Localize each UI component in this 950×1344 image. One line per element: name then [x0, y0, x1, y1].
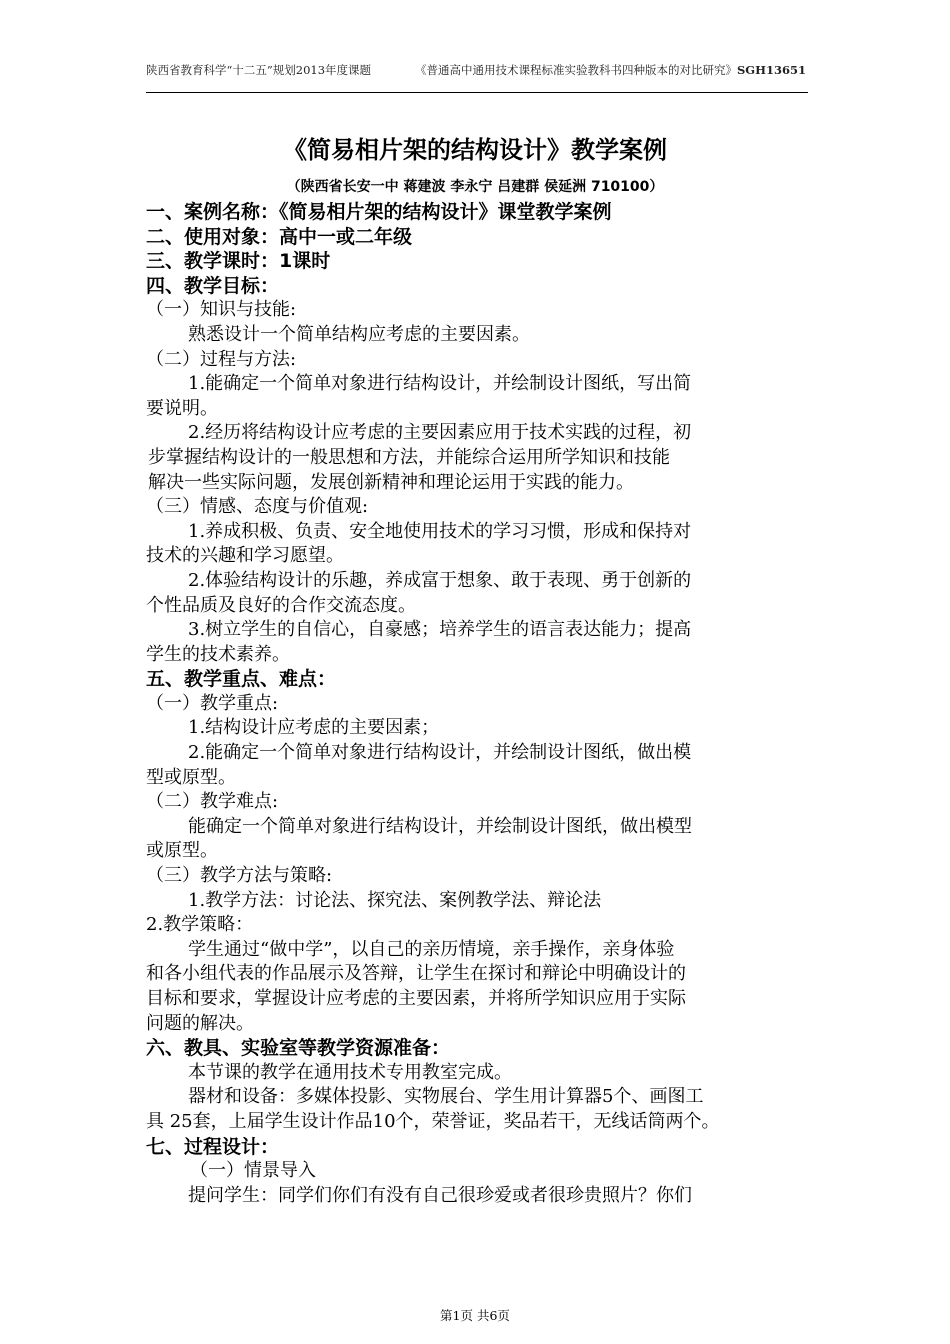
- document-body: [146, 200, 808, 1208]
- paragraph-line: 型或原型。: [146, 766, 236, 788]
- paragraph-line: 器材和设备：多媒体投影、实物展台、学生用计算器5个、画图工: [188, 1086, 704, 1108]
- paragraph-line: 1.结构设计应考虑的主要因素；: [188, 717, 440, 739]
- paragraph-line: 学生的技术素养。: [146, 643, 290, 665]
- paragraph-line: 1.教学方法：讨论法、探究法、案例教学法、辩论法: [188, 889, 602, 911]
- paragraph-line: 问题的解决。: [146, 1012, 254, 1034]
- section-heading-4: 四、教学目标：: [146, 274, 280, 297]
- header-rule: [146, 92, 808, 93]
- header-study-title: 《普通高中通用技术课程标准实验教科书四种版本的对比研究》: [415, 63, 737, 77]
- paragraph-line: 3.树立学生的自信心，自豪感；培养学生的语言表达能力；提高: [188, 619, 692, 641]
- subheading: （一）情景导入: [190, 1160, 316, 1182]
- paragraph-line: 解决一些实际问题，发展创新精神和理论运用于实践的能力。: [148, 471, 634, 493]
- section-heading-3: 三、教学课时：1课时: [146, 250, 331, 273]
- paragraph-line: 能确定一个简单对象进行结构设计，并绘制设计图纸，做出模型: [188, 815, 692, 837]
- header-code: SGH13651: [737, 63, 806, 77]
- header-study: [415, 62, 806, 78]
- paragraph-line: 学生通过“做中学”，以自己的亲历情境，亲手操作，亲身体验: [188, 938, 675, 960]
- page-number: 第1页 共6页: [440, 1308, 510, 1323]
- paragraph-line: 具 25套，上届学生设计作品10个，荣誉证，奖品若干，无线话筒两个。: [146, 1110, 720, 1132]
- section-heading-6: 六、教具、实验室等教学资源准备：: [146, 1037, 451, 1060]
- subheading: （三）教学方法与策略:: [146, 865, 333, 887]
- subheading: （二）教学难点:: [146, 791, 279, 813]
- paragraph-line: 技术的兴趣和学习愿望。: [146, 545, 344, 567]
- paragraph-line: 和各小组代表的作品展示及答辩，让学生在探讨和辩论中明确设计的: [146, 963, 686, 985]
- paragraph-line: 要说明。: [146, 397, 218, 419]
- paragraph-line: 步掌握结构设计的一般思想和方法，并能综合运用所学知识和技能: [148, 446, 670, 468]
- paragraph-line: 本节课的教学在通用技术专用教室完成。: [188, 1061, 512, 1083]
- paragraph-line: 2.体验结构设计的乐趣，养成富于想象、敢于表现、勇于创新的: [188, 569, 692, 591]
- paragraph-line: 1.能确定一个简单对象进行结构设计，并绘制设计图纸，写出简: [188, 373, 692, 395]
- paragraph-line: 1.养成积极、负责、安全地使用技术的学习习惯，形成和保持对: [188, 520, 692, 542]
- section-heading-1: 一、案例名称：《简易相片架的结构设计》课堂教学案例: [146, 201, 612, 223]
- section-heading-5: 五、教学重点、难点：: [146, 668, 337, 691]
- subheading: （一）知识与技能:: [146, 299, 297, 321]
- authors-line: （陕西省长安一中 蒋建波 李永宁 吕建群 侯延洲 710100）: [286, 179, 664, 195]
- paragraph-line: 提问学生：同学们你们有没有自己很珍爱或者很珍贵照片？你们: [188, 1184, 692, 1206]
- paragraph-line: 个性品质及良好的合作交流态度。: [146, 594, 416, 616]
- subheading: （二）过程与方法:: [146, 348, 297, 370]
- paragraph-line: 熟悉设计一个简单结构应考虑的主要因素。: [188, 323, 530, 345]
- paragraph-line: 2.经历将结构设计应考虑的主要因素应用于技术实践的过程，初: [188, 422, 692, 444]
- section-heading-7: 七、过程设计：: [146, 1135, 280, 1158]
- section-heading-2: 二、使用对象：高中一或二年级: [146, 225, 413, 248]
- subheading: （一）教学重点:: [146, 692, 279, 714]
- paragraph-line: 2.教学策略：: [146, 914, 254, 936]
- document-title: 《简易相片架的结构设计》教学案例: [283, 136, 667, 164]
- paragraph-line: 2.能确定一个简单对象进行结构设计，并绘制设计图纸，做出模: [188, 742, 692, 764]
- paragraph-line: 目标和要求，掌握设计应考虑的主要因素，并将所学知识应用于实际: [146, 988, 686, 1009]
- paragraph-line: 或原型。: [146, 840, 218, 862]
- header-project: 陕西省教育科学“十二五”规划2013年度课题: [146, 63, 372, 77]
- subheading: （三）情感、态度与价值观:: [146, 496, 369, 518]
